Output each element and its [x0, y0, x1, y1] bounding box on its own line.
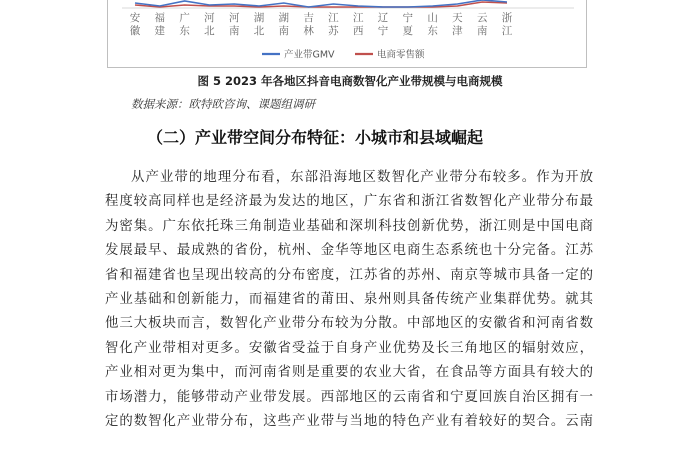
chart-frame [107, 0, 587, 68]
x-tick-label: 江 [328, 12, 339, 24]
body-line: 程度较高同样也是经济最为发达的地区，广东省和浙江省数智化产业带分布最 [105, 194, 593, 210]
x-tick-label: 福 [154, 12, 166, 24]
section-heading: （二）产业带空间分布特征：小城市和县域崛起 [147, 128, 484, 147]
body-line: 定的数智化产业带分布，这些产业带与当地的特色产业有着较好的契合。云南 [105, 414, 593, 430]
x-tick-label: 西 [352, 25, 364, 37]
body-line: 从产业带的地理分布看，东部沿海地区数智化产业带分布较多。作为开放 [131, 170, 593, 185]
figure-caption: 图 5 2023 年各地区抖音电商数智化产业带规模与电商规模 [197, 74, 503, 88]
x-tick-label: 湖 [278, 12, 290, 24]
body-line: 发展最早、最成熟的省份，杭州、金华等地区电商生态系统也十分完备。江苏 [105, 243, 593, 259]
x-tick-label: 徽 [129, 25, 141, 37]
x-tick-label: 河 [204, 12, 215, 24]
x-tick-label: 北 [253, 25, 265, 37]
legend-label-retail: 电商零售额 [377, 49, 425, 61]
x-tick-label: 江 [352, 12, 364, 24]
x-tick-label: 宁 [402, 12, 414, 24]
body-line: 他三大板块而言，数智化产业带分布较为分散。中部地区的安徽省和河南省数 [105, 316, 593, 332]
x-tick-label: 河 [228, 12, 240, 24]
body-line: 省和福建省也呈现出较高的分布密度，江苏省的苏州、南京等城市具备一定的 [105, 267, 593, 283]
x-tick-label: 南 [278, 25, 290, 37]
x-tick-label: 建 [154, 25, 166, 37]
x-tick-label: 江 [501, 25, 513, 37]
x-tick-label: 夏 [402, 25, 414, 37]
x-tick-label: 广 [179, 12, 190, 24]
x-tick-label: 宁 [377, 25, 389, 37]
body-line: 为密集。广东依托珠三角制造业基础和深圳科技创新优势，浙江则是中国电商 [105, 218, 593, 234]
x-tick-label: 云 [476, 12, 488, 24]
x-tick-label: 林 [303, 25, 314, 37]
x-tick-label: 安 [129, 12, 141, 24]
x-tick-label: 南 [228, 25, 240, 37]
x-tick-label: 南 [476, 25, 488, 37]
x-tick-label: 天 [452, 12, 463, 24]
x-tick-label: 山 [427, 12, 438, 24]
body-paragraph [105, 166, 593, 434]
body-line: 产业相对更为集中，而河南省则是重要的农业大省，在食品等方面具有较大的 [105, 365, 593, 381]
data-source-note: 数据来源：欧特欧咨询、课题组调研 [131, 97, 315, 111]
body-line: 市场潜力，能够带动产业带发展。西部地区的云南省和宁夏回族自治区拥有一 [105, 389, 593, 405]
x-tick-label: 辽 [377, 12, 389, 24]
x-tick-label: 东 [179, 25, 190, 37]
x-tick-label: 苏 [328, 25, 339, 37]
x-tick-label: 湖 [253, 12, 265, 24]
x-tick-label: 津 [452, 25, 463, 37]
body-line: 产业基础和创新能力，而福建省的莆田、泉州则具备传统产业集群优势。就其 [105, 292, 593, 308]
x-tick-label: 吉 [303, 12, 314, 24]
body-line: 智化产业带相对更多。安徽省受益于自身产业优势及长三角地区的辐射效应， [105, 340, 593, 356]
x-tick-label: 浙 [501, 12, 513, 24]
line-chart [108, 0, 588, 68]
x-tick-label: 北 [204, 25, 215, 37]
legend-label-gmv: 产业带GMV [284, 49, 335, 61]
x-tick-label: 东 [427, 25, 438, 37]
